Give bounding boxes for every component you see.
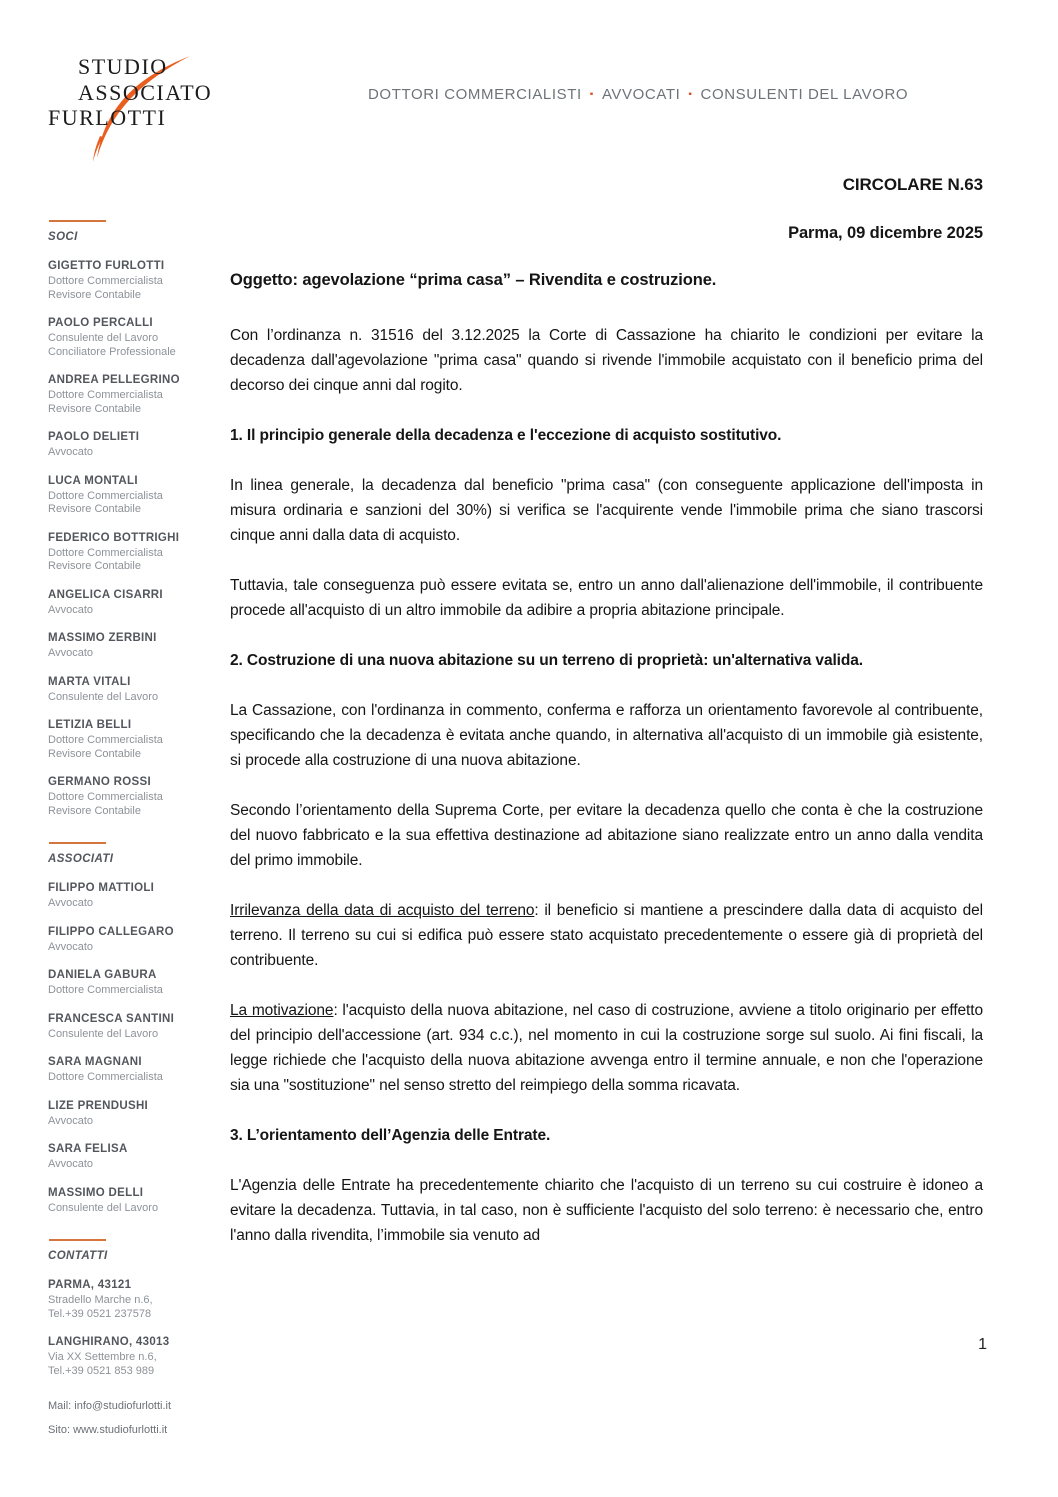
sidebar-footer bbox=[48, 1400, 220, 1436]
underlined-lead: La motivazione bbox=[230, 1002, 334, 1019]
section-label: CONTATTI bbox=[48, 1250, 108, 1262]
entry-title: FRANCESCA SANTINI bbox=[48, 1012, 175, 1025]
entry-line: Revisore Contabile bbox=[48, 503, 141, 515]
section-rule bbox=[49, 220, 106, 222]
entry-line: Avvocato bbox=[48, 647, 94, 659]
sidebar-entry bbox=[48, 1099, 220, 1129]
sidebar-entry bbox=[48, 925, 220, 955]
entry-line: Avvocato bbox=[48, 446, 94, 458]
sidebar-entry bbox=[48, 1142, 220, 1172]
entry-line: Avvocato bbox=[48, 1158, 94, 1170]
entry-line: Dottore Commercialista bbox=[48, 984, 163, 996]
entry-line: Tel.+39 0521 853 989 bbox=[48, 1364, 155, 1377]
entry-line: Dottore Commercialista bbox=[48, 791, 163, 803]
entry-title: FEDERICO BOTTRIGHI bbox=[48, 531, 180, 544]
entry-title: LIZE PRENDUSHI bbox=[48, 1099, 149, 1112]
sidebar-entry bbox=[48, 430, 220, 460]
body-paragraph: Irrilevanza della data di acquisto del terreno: il beneficio si mantiene a prescindere dalla data di acquisto del terreno. Il terreno su cui si edifica può essere stato acquistato precedentemente o essere già di proprietà del contribuente. bbox=[230, 902, 984, 969]
entry-title: MASSIMO DELLI bbox=[48, 1186, 144, 1199]
entry-line: Consulente del Lavoro bbox=[48, 690, 159, 703]
entry-title: SARA FELISA bbox=[48, 1143, 128, 1155]
section-label: SOCI bbox=[48, 231, 78, 243]
entry-line: Avvocato bbox=[48, 1114, 94, 1127]
sidebar-entry bbox=[48, 881, 220, 911]
body-heading: 1. Il principio generale della decadenza e l'eccezione di acquisto sostitutivo. bbox=[230, 427, 782, 444]
entry-line: Dottore Commercialista bbox=[48, 1071, 163, 1083]
entry-title: ANDREA PELLEGRINO bbox=[48, 374, 180, 386]
sidebar-section-contatti bbox=[48, 1239, 220, 1436]
sidebar-entry bbox=[48, 474, 220, 517]
sidebar-section-associati bbox=[48, 842, 220, 1215]
entry-line: Consulente del Lavoro bbox=[48, 1027, 159, 1040]
header-tagline bbox=[368, 86, 908, 103]
tagline-bullet-icon: ▪ bbox=[688, 89, 693, 100]
entry-title: LUCA MONTALI bbox=[48, 474, 138, 487]
entry-line: Via XX Settembre n.6, bbox=[48, 1351, 157, 1363]
sidebar-section-soci bbox=[48, 220, 220, 818]
main-content bbox=[230, 172, 983, 1273]
sidebar-entry bbox=[48, 1186, 220, 1216]
sidebar-entry bbox=[48, 1278, 220, 1321]
entry-line: Revisore Contabile bbox=[48, 747, 141, 760]
entry-line: Dottore Commercialista bbox=[48, 734, 163, 746]
sidebar-entry bbox=[48, 631, 220, 661]
body-paragraph: Tuttavia, tale conseguenza può essere evitata se, entro un anno dall'alienazione dell'immobile, il contribuente procede all'acquisto di un altro immobile da adibire a propria abitazione principale. bbox=[230, 577, 983, 619]
section-rule bbox=[49, 1239, 106, 1241]
entry-title: FILIPPO MATTIOLI bbox=[48, 882, 155, 894]
entry-title: LETIZIA BELLI bbox=[48, 719, 132, 731]
entry-title: GERMANO ROSSI bbox=[48, 776, 151, 788]
sidebar-entry bbox=[48, 675, 220, 705]
logo-text-line2: ASSOCIATO bbox=[78, 80, 213, 105]
body-paragraph: In linea generale, la decadenza dal beneficio "prima casa" (con conseguente applicazione dell'imposta in misura ordinaria e sanzioni del 30%) si verifica se l'acquirente vende l'immobile prima che siano trascorsi cinque anni dalla data di acquisto. bbox=[230, 477, 983, 544]
body-blocks bbox=[230, 323, 983, 1248]
body-paragraph: L'Agenzia delle Entrate ha precedentemente chiarito che l'acquisto di un terreno su cui costruire è idoneo a evitare la decadenza. Tuttavia, in tal caso, non è sufficiente l'acquisto del solo terreno: è necessario che, entro l'anno dalla rivendita, l’immobile sia venuto ad bbox=[230, 1177, 983, 1244]
sidebar-entry bbox=[48, 1012, 220, 1042]
tagline-bullet-icon: ▪ bbox=[589, 89, 594, 100]
page-number: 1 bbox=[978, 1336, 987, 1353]
subject-line: Oggetto: agevolazione “prima casa” – Rivendita e costruzione. bbox=[230, 271, 717, 289]
entry-title: DANIELA GABURA bbox=[48, 969, 157, 981]
entry-line: Revisore Contabile bbox=[48, 288, 141, 301]
entry-title: PARMA, 43121 bbox=[48, 1279, 132, 1291]
entry-line: Avvocato bbox=[48, 897, 94, 909]
entry-line: Dottore Commercialista bbox=[48, 275, 163, 287]
footer-line: Sito: www.studiofurlotti.it bbox=[48, 1424, 168, 1436]
entry-line: Stradello Marche n.6, bbox=[48, 1294, 153, 1306]
entry-line: Dottore Commercialista bbox=[48, 389, 163, 401]
entry-line: Avvocato bbox=[48, 940, 94, 953]
entry-line: Consulente del Lavoro bbox=[48, 332, 159, 344]
logo-text-line3: FURLOTTI bbox=[48, 105, 167, 130]
sidebar bbox=[48, 220, 220, 1460]
tagline-part: CONSULENTI DEL LAVORO bbox=[700, 86, 909, 103]
entry-title: PAOLO DELIETI bbox=[48, 431, 140, 443]
entry-line: Dottore Commercialista bbox=[48, 546, 163, 559]
entry-title: SARA MAGNANI bbox=[48, 1056, 142, 1068]
studio-logo bbox=[0, 40, 240, 180]
place-dateline: Parma, 09 dicembre 2025 bbox=[788, 224, 983, 242]
entry-line: Revisore Contabile bbox=[48, 402, 141, 415]
sidebar-entry bbox=[48, 775, 220, 818]
tagline-part: AVVOCATI bbox=[601, 86, 681, 103]
entry-line: Avvocato bbox=[48, 603, 94, 616]
sidebar-entry bbox=[48, 1335, 220, 1378]
entry-title: LANGHIRANO, 43013 bbox=[48, 1336, 170, 1348]
logo-text-line1: STUDIO bbox=[78, 54, 168, 79]
body-paragraph: La Cassazione, con l'ordinanza in commento, conferma e rafforza un orientamento favorevole al contribuente, specificando che la decadenza è evitata anche quando, in alternativa all'acquisto di un immobile già esistente, si procede alla costruzione di una nuova abitazione. bbox=[230, 702, 983, 769]
section-rule bbox=[49, 842, 106, 844]
body-paragraph: Con l’ordinanza n. 31516 del 3.12.2025 la Corte di Cassazione ha chiarito le condizioni per evitare la decadenza dall'agevolazione "prima casa" quando si rivende l'immobile acquistato con il beneficio prima del decorso dei cinque anni dal rogito. bbox=[230, 327, 983, 394]
entry-line: Revisore Contabile bbox=[48, 804, 141, 817]
sidebar-entry bbox=[48, 588, 220, 618]
sidebar-entry bbox=[48, 373, 220, 416]
sidebar-entry bbox=[48, 316, 220, 359]
body-heading: 3. L’orientamento dell’Agenzia delle Entrate. bbox=[230, 1127, 551, 1144]
underlined-lead: Irrilevanza della data di acquisto del terreno bbox=[230, 902, 535, 919]
entry-line: Tel.+39 0521 237578 bbox=[48, 1307, 152, 1320]
entry-line: Conciliatore Professionale bbox=[48, 345, 176, 358]
sidebar-entry bbox=[48, 718, 220, 761]
section-label: ASSOCIATI bbox=[48, 853, 114, 865]
sidebar-entry bbox=[48, 531, 220, 574]
entry-title: GIGETTO FURLOTTI bbox=[48, 260, 165, 272]
body-paragraph: La motivazione: l'acquisto della nuova abitazione, nel caso di costruzione, avviene a titolo originario per effetto del principio dell'accessione (art. 934 c.c.), nel momento in cui la costruzione sorge sul suolo. Ai fini fiscali, la legge richiede che l'acquisto della nuova abitazione avvenga entro il termine annuale, e non che l'operazione sia una "sostituzione" nel senso stretto del reimpiego della somma ricavata. bbox=[230, 1002, 983, 1094]
entry-title: MARTA VITALI bbox=[48, 675, 131, 688]
circolare-number: CIRCOLARE N.63 bbox=[842, 175, 983, 194]
footer-line: Mail: info@studiofurlotti.it bbox=[48, 1400, 172, 1412]
entry-title: FILIPPO CALLEGARO bbox=[48, 925, 174, 938]
entry-line: Consulente del Lavoro bbox=[48, 1201, 159, 1214]
sidebar-entry bbox=[48, 968, 220, 998]
entry-line: Revisore Contabile bbox=[48, 560, 141, 572]
tagline-part: DOTTORI COMMERCIALISTI bbox=[368, 86, 582, 103]
body-paragraph: Secondo l’orientamento della Suprema Corte, per evitare la decadenza quello che conta è che la costruzione del nuovo fabbricato e la sua effettiva destinazione ad abitazione siano realizzate entro un anno dalla vendita del primo immobile. bbox=[230, 802, 983, 869]
sidebar-entry bbox=[48, 259, 220, 302]
body-heading: 2. Costruzione di una nuova abitazione su un terreno di proprietà: un'alternativa valida. bbox=[230, 652, 863, 669]
sidebar-entry bbox=[48, 1055, 220, 1085]
entry-line: Dottore Commercialista bbox=[48, 489, 163, 502]
entry-title: PAOLO PERCALLI bbox=[48, 317, 153, 329]
entry-title: MASSIMO ZERBINI bbox=[48, 632, 157, 644]
entry-title: ANGELICA CISARRI bbox=[48, 588, 163, 601]
